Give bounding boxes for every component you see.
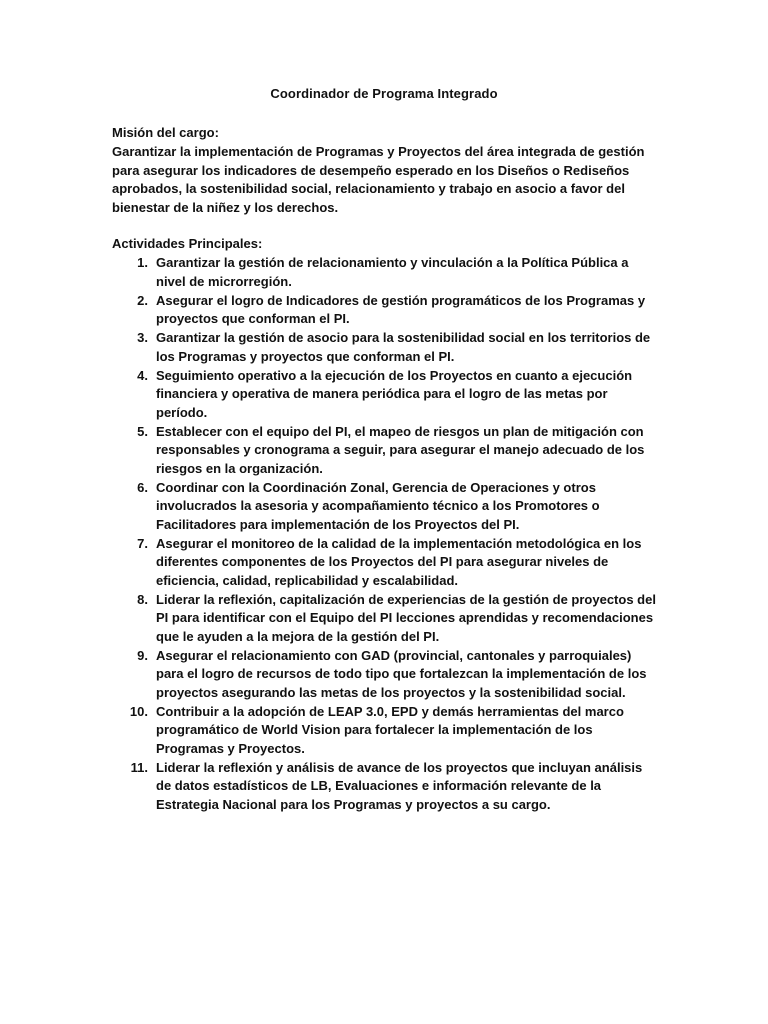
activity-text: Establecer con el equipo del PI, el mapeo de riesgos un plan de mitigación con responsables y cronograma a seguir, para asegurar el manejo adecuado de los riesgos en la organización.: [156, 423, 645, 476]
activity-text: Liderar la reflexión, capitalización de experiencias de la gestión de proyectos del PI para identificar con el Equipo del PI lecciones aprendidas y recomendaciones que le ayuden a la mejora de la gestión del PI.: [156, 591, 656, 644]
activity-text: Coordinar con la Coordinación Zonal, Gerencia de Operaciones y otros involucrados la asesoria y acompañamiento técnico a los Promotores o Facilitadores para implementación de los Proyectos del PI.: [156, 479, 600, 532]
activity-item: [112, 329, 657, 366]
activity-item: [112, 647, 657, 703]
activity-item: [112, 535, 657, 591]
document-title: Coordinador de Programa Integrado: [270, 86, 498, 101]
mission-text: Garantizar la implementación de Programas y Proyectos del área integrada de gestión para asegurar los indicadores de desempeño esperado en los Diseños o Rediseños aprobados, la sostenibilidad social, relacionamiento y trabajo en asocio a favor del bienestar de la niñez y los derechos.: [112, 144, 645, 215]
activity-item: [112, 423, 657, 479]
activity-text: Contribuir a la adopción de LEAP 3.0, EPD y demás herramientas del marco programático de World Vision para fortalecer la implementación de los Programas y Proyectos.: [156, 703, 624, 756]
activity-number: 4.: [137, 367, 148, 383]
activity-text: Seguimiento operativo a la ejecución de los Proyectos en cuanto a ejecución financiera y operativa de manera periódica para el logro de las metas por período.: [156, 367, 633, 420]
activity-item: [112, 254, 657, 291]
mission-heading: Misión del cargo:: [112, 125, 219, 140]
activity-text: Liderar la reflexión y análisis de avance de los proyectos que incluyan análisis de datos estadísticos de LB, Evaluaciones e información relevante de la Estrategia Nacional para los Programas y proyectos a su cargo.: [156, 759, 643, 812]
activity-number: 9.: [137, 647, 148, 663]
activities-list: [112, 254, 657, 815]
activity-number: 3.: [137, 330, 148, 345]
activity-item: [112, 703, 657, 759]
activity-number: 5.: [137, 423, 148, 439]
activity-text: Asegurar el relacionamiento con GAD (provincial, cantonales y parroquiales) para el logro de recursos de todo tipo que fortalezcan la implementación de los proyectos asegurando las metas de los proyectos y la sostenibilidad social.: [156, 647, 647, 700]
activity-number: 11.: [130, 759, 148, 775]
activity-text: Asegurar el monitoreo de la calidad de la implementación metodológica en los diferentes componentes de los Proyectos del PI para asegurar niveles de eficiencia, calidad, replicabilidad y escalabilidad.: [156, 535, 642, 588]
activity-number: 1.: [137, 255, 148, 270]
activity-number: 7.: [137, 535, 148, 551]
activity-item: [112, 759, 657, 815]
activity-text: Garantizar la gestión de relacionamiento y vinculación a la Política Pública a nivel de microrregión.: [156, 255, 629, 289]
activity-number: 10.: [129, 703, 148, 719]
activity-item: [112, 367, 657, 423]
activity-text: Garantizar la gestión de asocio para la sostenibilidad social en los territorios de los Programas y proyectos que conforman el PI.: [156, 330, 651, 364]
activity-item: [112, 292, 657, 329]
activity-item: [112, 591, 657, 647]
activity-text: Asegurar el logro de Indicadores de gestión programáticos de los Programas y proyectos que conforman el PI.: [156, 292, 646, 326]
activity-number: 8.: [137, 591, 148, 607]
activity-number: 2.: [137, 292, 148, 308]
activity-number: 6.: [137, 479, 148, 495]
activity-item: [112, 479, 657, 535]
activities-heading: Actividades Principales:: [112, 236, 263, 251]
